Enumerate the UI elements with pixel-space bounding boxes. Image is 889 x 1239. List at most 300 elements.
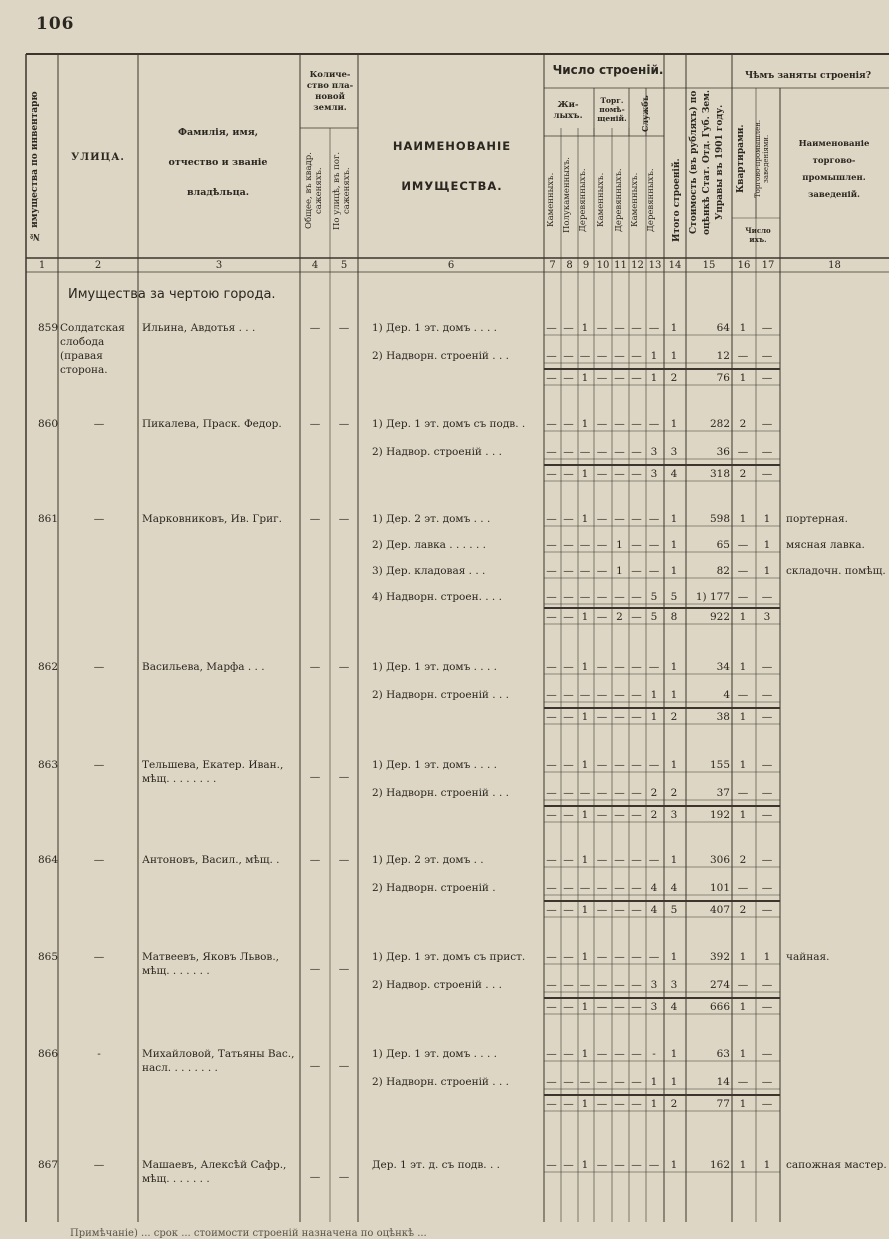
entry-cell-c9: —	[579, 591, 591, 603]
header-land-street: По улицѣ, въ пог. саженяхъ.	[332, 151, 352, 231]
entry-total-c7: —	[546, 468, 557, 480]
entry-cell-c13: —	[648, 661, 660, 673]
entry-total-c13: 3	[650, 468, 658, 480]
entry-total-c12: —	[631, 611, 642, 623]
entry-total-c14: 2	[670, 711, 678, 723]
entry-cell-c9: —	[579, 1076, 591, 1088]
entry-total-c13: 1	[650, 372, 658, 384]
entry-cell-c12: —	[631, 446, 642, 458]
entry-cell-c13: 2	[650, 787, 658, 799]
entry-number: 860	[37, 418, 58, 430]
column-number: 12	[631, 260, 644, 271]
entry-cell-c14: 1	[670, 1159, 678, 1171]
entry-cell-c14: 5	[670, 591, 678, 603]
entry-cell-c13: 1	[650, 689, 658, 701]
entry-cell-c9: —	[579, 350, 591, 362]
entry-item-name: 3) Дер. кладовая . . .	[372, 565, 486, 577]
entry-cell-c11: —	[614, 1159, 625, 1171]
entry-trade-name: чайная.	[786, 951, 830, 963]
entry-total-c12: —	[631, 372, 642, 384]
entry-total-c12: —	[631, 904, 642, 916]
entry-cell-c10: —	[596, 787, 608, 799]
entry-cell-c15: 1) 177	[695, 591, 730, 603]
entry-cell-c15: 392	[709, 951, 730, 963]
entry-cell-c12: —	[631, 322, 642, 334]
entry-cell-c9: —	[579, 787, 591, 799]
header-c13: Деревянныхъ.	[646, 168, 656, 232]
entry-cell-c7: —	[546, 661, 557, 673]
entry-cell-c12: —	[631, 591, 642, 603]
entry-cell-c10: —	[596, 979, 608, 991]
entry-cell-c16: 1	[739, 1159, 747, 1171]
header-residential: Жи-лыхъ.	[553, 100, 583, 121]
entry-cell-c17: 1	[763, 951, 771, 963]
header-inventory-no: № имущества по инвентарю	[30, 91, 40, 241]
entry-cell-c9: —	[579, 565, 591, 577]
entry-number: 863	[37, 759, 58, 771]
entry-cell-c8: —	[563, 350, 574, 362]
entry-street: —	[93, 418, 105, 430]
entry-total-c7: —	[546, 372, 557, 384]
entry-cell-c11: —	[614, 787, 625, 799]
entry-area: —	[309, 418, 321, 430]
entry-cell-c15: 306	[709, 854, 730, 866]
entry-cell-c12: —	[631, 661, 642, 673]
header-land: Количе-ство пла-новой земли.	[306, 70, 354, 113]
entry-cell-c8: —	[563, 418, 574, 430]
entry-item-name: 1) Дер. 1 эт. домъ съ подв. .	[372, 418, 526, 430]
entry-total-c7: —	[546, 809, 557, 821]
entry-cell-c16: —	[737, 979, 749, 991]
entry-cell-c10: —	[596, 322, 608, 334]
entry-owner: Тельшева, Екатер. Иван., мѣщ. . . . . . . .	[142, 759, 284, 785]
entry-cell-c15: 14	[716, 1076, 730, 1088]
entry-total-c10: —	[596, 1098, 608, 1110]
footer-note: Примѣчаніе) ... срок ... стоимости строеній назначена по оцѣнкѣ ...	[70, 1228, 427, 1239]
entry-total-c7: —	[546, 1001, 557, 1013]
entry-cell-c14: 1	[670, 418, 678, 430]
header-trade-name-line2: торгово-промышлен.	[802, 156, 866, 183]
column-number: 6	[447, 260, 455, 271]
header-owner-line1: Фамилія, имя,	[177, 127, 259, 138]
column-number: 7	[549, 260, 556, 271]
entry-cell-c15: 101	[709, 882, 730, 894]
entry-cell-c14: 1	[670, 759, 678, 771]
entry-street: —	[93, 661, 105, 673]
entry-cell-c16: —	[737, 565, 749, 577]
entry-cell-c10: —	[596, 1048, 608, 1060]
header-trade-name-line3: заведеній.	[807, 190, 861, 200]
entry-cell-c10: —	[596, 951, 608, 963]
entry-cell-c16: —	[737, 1076, 749, 1088]
entry-cell-c9: 1	[581, 513, 589, 525]
entry-cell-c17: 1	[763, 539, 771, 551]
entry-item-name: 2) Надворн. строеній .	[372, 882, 496, 894]
entry-trade-name: портерная.	[786, 513, 849, 525]
entry-cell-c13: —	[648, 418, 660, 430]
header-property-line2: ИМУЩЕСТВА.	[401, 179, 503, 193]
entry-cell-c13: —	[648, 854, 660, 866]
entry-cell-c9: 1	[581, 759, 589, 771]
entry-cell-c11: 1	[616, 539, 623, 551]
entry-cell-c16: —	[737, 689, 749, 701]
entry-total-c8: —	[563, 372, 574, 384]
entry-total-c9: 1	[581, 1001, 589, 1013]
entry-total-c15: 38	[716, 711, 730, 723]
entry-cell-c16: 1	[739, 322, 747, 334]
entry-cell-c10: —	[596, 689, 608, 701]
entry-owner: Михайловой, Татьяны Вас., насл. . . . . . . .	[142, 1048, 295, 1074]
entry-cell-c7: —	[546, 951, 557, 963]
section-title: Имущества за чертою города.	[68, 287, 276, 302]
entry-cell-c17: —	[761, 759, 773, 771]
entry-cell-c13: 4	[650, 882, 658, 894]
column-number: 16	[737, 260, 751, 271]
entry-front: —	[338, 322, 350, 334]
entry-cell-c11: —	[614, 513, 625, 525]
entry-item-name: 2) Надворн. строеній . . .	[372, 1076, 509, 1088]
entry-cell-c9: 1	[581, 951, 589, 963]
entry-total-c8: —	[563, 1098, 574, 1110]
entry-cell-c14: 1	[670, 513, 678, 525]
entry-cell-c7: —	[546, 513, 557, 525]
entry-street: —	[93, 951, 105, 963]
entry-total-c13: 1	[650, 1098, 658, 1110]
entry-total-c15: 318	[709, 468, 730, 480]
entry-area: —	[309, 963, 321, 975]
header-owner-line3: владѣльца.	[186, 187, 250, 198]
entry-total-c11: —	[614, 904, 625, 916]
entry-total-c15: 76	[716, 372, 730, 384]
header-land-total: Общее, въ квадр. саженяхъ.	[304, 152, 324, 230]
entry-cell-c9: 1	[581, 322, 589, 334]
column-number: 17	[761, 260, 775, 271]
entry-cell-c10: —	[596, 759, 608, 771]
entry-cell-c7: —	[546, 1048, 557, 1060]
entry-cell-c12: —	[631, 854, 642, 866]
entry-cell-c11: —	[614, 882, 625, 894]
entry-total-c8: —	[563, 468, 574, 480]
entry-total-c15: 77	[716, 1098, 730, 1110]
entry-total-c17: 3	[763, 611, 771, 623]
header-c11: Деревянныхъ.	[614, 168, 624, 232]
entry-cell-c7: —	[546, 787, 557, 799]
entry-number: 859	[37, 322, 58, 334]
entry-cell-c11: —	[614, 350, 625, 362]
entry-cell-c16: 2	[739, 854, 747, 866]
entry-total-c14: 2	[670, 1098, 678, 1110]
entry-number: 861	[37, 513, 58, 525]
entry-cell-c14: 1	[670, 1076, 678, 1088]
entry-cell-c17: —	[761, 787, 773, 799]
entry-cell-c13: —	[648, 513, 660, 525]
entry-area: —	[309, 513, 321, 525]
entry-cell-c9: —	[579, 979, 591, 991]
entry-cell-c14: 3	[670, 446, 678, 458]
entry-cell-c13: 5	[650, 591, 658, 603]
entry-cell-c12: —	[631, 418, 642, 430]
entry-item-name: Дер. 1 эт. д. съ подв. . .	[372, 1159, 500, 1171]
column-number: 11	[614, 260, 627, 271]
header-buildings: Число строеній.	[552, 63, 664, 77]
entry-cell-c10: —	[596, 565, 608, 577]
entry-cell-c15: 162	[709, 1159, 730, 1171]
entry-cell-c7: —	[546, 759, 557, 771]
entry-front: —	[338, 1060, 350, 1072]
entry-area: —	[309, 854, 321, 866]
entry-total-c14: 2	[670, 372, 678, 384]
entry-cell-c12: —	[631, 513, 642, 525]
entry-cell-c9: —	[579, 539, 591, 551]
entry-cell-c10: —	[596, 446, 608, 458]
entry-number: 865	[37, 951, 58, 963]
entry-item-name: 1) Дер. 1 эт. домъ . . . .	[372, 322, 497, 334]
entry-cell-c8: —	[563, 759, 574, 771]
entry-cell-c16: —	[737, 591, 749, 603]
entry-total-c15: 192	[709, 809, 730, 821]
column-number: 3	[215, 260, 223, 271]
column-number: 1	[38, 260, 46, 271]
entry-cell-c13: —	[648, 539, 660, 551]
entry-street: —	[93, 854, 105, 866]
entry-cell-c11: —	[614, 689, 625, 701]
entry-cell-c10: —	[596, 591, 608, 603]
entry-cell-c10: —	[596, 1159, 608, 1171]
entry-total-c15: 407	[709, 904, 730, 916]
entry-owner: Марковниковъ, Ив. Григ.	[142, 513, 282, 525]
entry-front: —	[338, 854, 350, 866]
entry-area: —	[309, 1060, 321, 1072]
entry-cell-c7: —	[546, 591, 557, 603]
entry-item-name: 1) Дер. 2 эт. домъ . . .	[372, 513, 491, 525]
entry-cell-c17: —	[761, 661, 773, 673]
entry-cell-c9: —	[579, 689, 591, 701]
entry-cell-c16: —	[737, 446, 749, 458]
entry-cell-c12: —	[631, 539, 642, 551]
header-property	[364, 126, 540, 206]
header-total-buildings: Итого строеній.	[672, 158, 682, 242]
header-trade-name-line1: Наименованіе	[798, 139, 870, 149]
entry-cell-c7: —	[546, 689, 557, 701]
entry-front: —	[338, 771, 350, 783]
entry-cell-c12: —	[631, 759, 642, 771]
entry-total-c7: —	[546, 711, 557, 723]
entry-total-c14: 8	[670, 611, 678, 623]
entry-cell-c11: —	[614, 1076, 625, 1088]
entry-cell-c11: —	[614, 951, 625, 963]
entry-cell-c16: —	[737, 787, 749, 799]
entry-total-c10: —	[596, 1001, 608, 1013]
entry-front: —	[338, 513, 350, 525]
entry-total-c12: —	[631, 468, 642, 480]
entry-total-c9: 1	[581, 904, 589, 916]
page-number: 106	[36, 14, 75, 34]
entry-cell-c16: —	[737, 350, 749, 362]
entry-cell-c8: —	[563, 513, 574, 525]
entry-cell-c7: —	[546, 882, 557, 894]
entry-street: —	[93, 759, 105, 771]
entry-cell-c11: —	[614, 661, 625, 673]
entry-total-c13: 3	[650, 1001, 658, 1013]
entry-cell-c14: 1	[670, 1048, 678, 1060]
entry-owner: Васильева, Марфа . . .	[142, 661, 265, 673]
entry-cell-c10: —	[596, 1076, 608, 1088]
entry-cell-c14: 1	[670, 565, 678, 577]
entry-item-name: 2) Надворн. строеній . . .	[372, 787, 509, 799]
header-property-line1: НАИМЕНОВАНІЕ	[392, 139, 512, 153]
entry-cell-c17: 1	[763, 565, 771, 577]
entry-cell-c9: 1	[581, 661, 589, 673]
entry-front: —	[338, 963, 350, 975]
entry-total-c9: 1	[581, 372, 589, 384]
column-number: 9	[582, 260, 590, 271]
entry-cell-c15: 37	[716, 787, 730, 799]
entry-total-c10: —	[596, 711, 608, 723]
entry-cell-c10: —	[596, 539, 608, 551]
entry-cell-c14: 1	[670, 539, 678, 551]
column-number: 14	[668, 260, 682, 271]
entry-cell-c8: —	[563, 689, 574, 701]
header-street: УЛИЦА.	[71, 152, 125, 163]
entry-cell-c15: 274	[709, 979, 730, 991]
entry-cell-c16: 2	[739, 418, 747, 430]
entry-cell-c13: 1	[650, 1076, 658, 1088]
entry-total-c9: 1	[581, 809, 589, 821]
header-trade-name	[784, 136, 884, 204]
entry-cell-c8: —	[563, 1159, 574, 1171]
entry-front: —	[338, 661, 350, 673]
entry-cell-c11: 1	[616, 565, 623, 577]
entry-total-c16: 1	[739, 809, 747, 821]
entry-cell-c16: 1	[739, 661, 747, 673]
entry-total-c12: —	[631, 711, 642, 723]
entry-cell-c11: —	[614, 759, 625, 771]
header-value: Стоимость (въ рубляхъ) по оцѣнкѣ Стат. Отд. Губ. Зем. Управы въ 1901 году.	[689, 89, 725, 235]
entry-total-c11: —	[614, 809, 625, 821]
entry-street: -	[97, 1048, 101, 1060]
entry-cell-c17: —	[761, 350, 773, 362]
entry-area: —	[309, 771, 321, 783]
entry-total-c13: 4	[650, 904, 658, 916]
entry-cell-c12: —	[631, 979, 642, 991]
entry-cell-c13: 1	[650, 350, 658, 362]
entry-total-c11: —	[614, 1098, 625, 1110]
entry-cell-c17: 1	[763, 1159, 771, 1171]
entry-cell-c17: —	[761, 882, 773, 894]
entry-cell-c16: —	[737, 882, 749, 894]
column-number: 5	[340, 260, 348, 271]
entry-total-c10: —	[596, 904, 608, 916]
entry-street: —	[93, 1159, 105, 1171]
entry-cell-c7: —	[546, 854, 557, 866]
entry-total-c16: 2	[739, 468, 747, 480]
entry-total-c11: —	[614, 372, 625, 384]
entry-cell-c16: 1	[739, 951, 747, 963]
entry-cell-c13: —	[648, 565, 660, 577]
entry-cell-c12: —	[631, 787, 642, 799]
entry-cell-c7: —	[546, 1159, 557, 1171]
entry-cell-c7: —	[546, 418, 557, 430]
entry-total-c13: 2	[650, 809, 658, 821]
entry-total-c17: —	[761, 468, 773, 480]
column-number: 10	[596, 260, 610, 271]
entry-cell-c11: —	[614, 1048, 625, 1060]
entry-cell-c9: 1	[581, 418, 589, 430]
entry-cell-c12: —	[631, 689, 642, 701]
entry-cell-c15: 282	[709, 418, 730, 430]
entry-cell-c15: 34	[716, 661, 730, 673]
entry-cell-c7: —	[546, 1076, 557, 1088]
entry-cell-c14: 3	[670, 979, 678, 991]
entry-total-c12: —	[631, 1098, 642, 1110]
entry-cell-c9: 1	[581, 854, 589, 866]
entry-total-c10: —	[596, 372, 608, 384]
entry-cell-c10: —	[596, 854, 608, 866]
entry-total-c12: —	[631, 1001, 642, 1013]
entry-total-c8: —	[563, 1001, 574, 1013]
entry-area: —	[309, 322, 321, 334]
entry-item-name: 2) Дер. лавка . . . . . .	[372, 539, 486, 551]
entry-cell-c11: —	[614, 979, 625, 991]
header-owner-line2: отчество и званіе	[168, 157, 268, 168]
entry-cell-c17: —	[761, 854, 773, 866]
entry-cell-c12: —	[631, 350, 642, 362]
header-count: Число ихъ.	[745, 226, 771, 244]
entry-cell-c8: —	[563, 446, 574, 458]
entry-cell-c14: 1	[670, 661, 678, 673]
column-number: 4	[311, 260, 319, 271]
entry-cell-c10: —	[596, 661, 608, 673]
entry-cell-c15: 598	[709, 513, 730, 525]
entry-cell-c15: 36	[716, 446, 730, 458]
entry-cell-c8: —	[563, 591, 574, 603]
entry-total-c14: 4	[670, 1001, 678, 1013]
entry-cell-c13: —	[648, 1159, 660, 1171]
entry-total-c11: —	[614, 1001, 625, 1013]
entry-cell-c14: 1	[670, 350, 678, 362]
header-trade: Торг. помѣ-щеній.	[597, 96, 627, 123]
header-c9: Деревянныхъ.	[578, 168, 588, 232]
entry-trade-name: складочн. помѣщ.	[786, 565, 886, 577]
entry-cell-c8: —	[563, 951, 574, 963]
entry-item-name: 4) Надворн. строен. . . .	[372, 591, 502, 603]
entry-cell-c13: 3	[650, 979, 658, 991]
entry-total-c14: 5	[670, 904, 678, 916]
entry-item-name: 2) Надворн. строеній . . .	[372, 689, 509, 701]
entry-cell-c17: 1	[763, 513, 771, 525]
entry-cell-c14: 1	[670, 689, 678, 701]
entry-cell-c14: 1	[670, 854, 678, 866]
entry-total-c16: 1	[739, 711, 747, 723]
entry-cell-c17: —	[761, 1048, 773, 1060]
entry-cell-c15: 65	[716, 539, 730, 551]
entry-cell-c10: —	[596, 350, 608, 362]
entry-cell-c8: —	[563, 787, 574, 799]
entry-cell-c9: —	[579, 446, 591, 458]
entry-cell-c8: —	[563, 661, 574, 673]
entry-cell-c17: —	[761, 591, 773, 603]
entry-cell-c12: —	[631, 882, 642, 894]
entry-owner: Матвеевъ, Яковъ Львов., мѣщ. . . . . . .	[142, 951, 280, 977]
entry-cell-c11: —	[614, 418, 625, 430]
entry-total-c16: 2	[739, 904, 747, 916]
entry-item-name: 2) Надвор. строеній . . .	[372, 446, 502, 458]
entry-cell-c13: —	[648, 759, 660, 771]
entry-item-name: 1) Дер. 1 эт. домъ . . . .	[372, 1048, 497, 1060]
entry-item-name: 1) Дер. 1 эт. домъ . . . .	[372, 759, 497, 771]
header-apartments: Квартирами.	[736, 124, 746, 194]
entry-cell-c14: 1	[670, 322, 678, 334]
